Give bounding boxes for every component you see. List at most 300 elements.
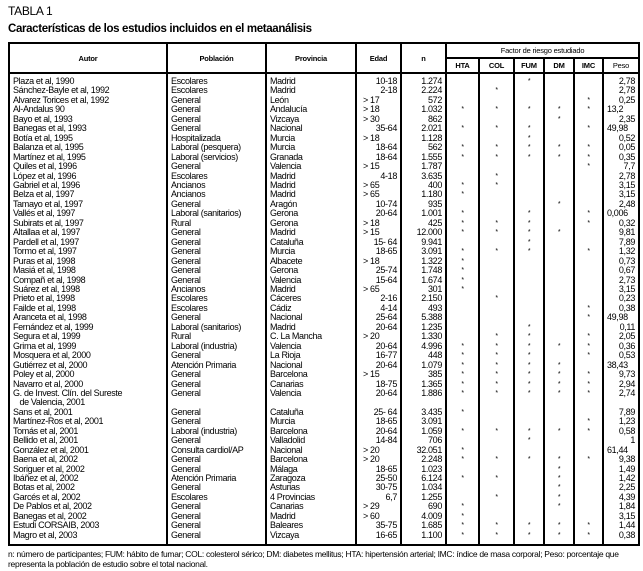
cell-col xyxy=(479,408,514,417)
cell-autor: Tomás et al, 2001 xyxy=(9,427,167,436)
cell-provincia: Nacional xyxy=(266,446,356,455)
cell-hta-marked: * xyxy=(446,342,479,351)
cell-autor: Garcés et al, 2002 xyxy=(9,493,167,502)
cell-n: 3.435 xyxy=(401,408,446,417)
cell-n: 32.051 xyxy=(401,446,446,455)
cell-edad: 20-64 xyxy=(356,427,401,436)
cell-fum-marked: * xyxy=(514,370,544,379)
cell-fum xyxy=(514,266,544,275)
cell-fum-marked: * xyxy=(514,455,544,464)
cell-dm-marked: * xyxy=(544,465,574,474)
cell-poblacion: General xyxy=(167,465,266,474)
cell-autor: De Pablos et al, 2002 xyxy=(9,502,167,511)
cell-col xyxy=(479,313,514,322)
cell-fum-marked: * xyxy=(514,153,544,162)
cell-imc-marked: * xyxy=(574,521,603,530)
cell-n: 385 xyxy=(401,370,446,379)
cell-n: 12.000 xyxy=(401,228,446,237)
cell-n: 862 xyxy=(401,115,446,124)
cell-peso: 0,58 xyxy=(603,427,639,436)
cell-dm xyxy=(544,134,574,143)
cell-provincia: Madrid xyxy=(266,181,356,190)
table-row xyxy=(9,427,639,436)
cell-autor: Mosquera et al, 2000 xyxy=(9,351,167,360)
cell-fum-marked: * xyxy=(514,380,544,389)
cell-imc-marked: * xyxy=(574,427,603,436)
cell-col-marked: * xyxy=(479,153,514,162)
cell-col-marked: * xyxy=(479,332,514,341)
cell-hta-marked: * xyxy=(446,257,479,266)
cell-imc-marked: * xyxy=(574,219,603,228)
cell-dm-marked: * xyxy=(544,342,574,351)
cell-imc xyxy=(574,266,603,275)
cell-poblacion: General xyxy=(167,96,266,105)
cell-n: 1.034 xyxy=(401,483,446,492)
cell-col xyxy=(479,417,514,426)
cell-imc xyxy=(574,474,603,483)
cell-provincia: Granada xyxy=(266,153,356,162)
cell-hta-marked: * xyxy=(446,531,479,545)
cell-fum xyxy=(514,465,544,474)
cell-dm-marked: * xyxy=(544,200,574,209)
cell-col xyxy=(479,276,514,285)
cell-dm xyxy=(544,417,574,426)
cell-autor: López et al, 1996 xyxy=(9,172,167,181)
cell-provincia: Madrid xyxy=(266,512,356,521)
cell-edad: 25- 64 xyxy=(356,408,401,417)
cell-dm xyxy=(544,172,574,181)
cell-autor: Belza et al, 1997 xyxy=(9,190,167,199)
cell-imc xyxy=(574,408,603,417)
cell-dm-marked: * xyxy=(544,115,574,124)
cell-fum xyxy=(514,502,544,511)
cell-provincia: Gerona xyxy=(266,219,356,228)
cell-poblacion: General xyxy=(167,408,266,417)
cell-n: 1.322 xyxy=(401,257,446,266)
cell-provincia: Gerona xyxy=(266,266,356,275)
cell-hta xyxy=(446,162,479,171)
cell-dm xyxy=(544,285,574,294)
cell-col xyxy=(479,323,514,332)
cell-edad: 20-64 xyxy=(356,342,401,351)
cell-imc xyxy=(574,446,603,455)
cell-col xyxy=(479,465,514,474)
cell-poblacion: Hospitalizada xyxy=(167,134,266,143)
cell-provincia: Valencia xyxy=(266,276,356,285)
cell-peso: 3,15 xyxy=(603,190,639,199)
cell-col xyxy=(479,436,514,445)
cell-peso: 3,15 xyxy=(603,181,639,190)
cell-n: 2.224 xyxy=(401,86,446,95)
cell-poblacion: Laboral (industria) xyxy=(167,427,266,436)
table-row xyxy=(9,73,639,86)
cell-n: 425 xyxy=(401,219,446,228)
cell-dm-marked: * xyxy=(544,153,574,162)
table-row xyxy=(9,105,639,114)
table-row xyxy=(9,190,639,199)
cell-hta xyxy=(446,465,479,474)
cell-col-marked: * xyxy=(479,105,514,114)
cell-peso: 0,38 xyxy=(603,304,639,313)
cell-edad: > 15 xyxy=(356,162,401,171)
cell-dm xyxy=(544,257,574,266)
cell-poblacion: Laboral (pesquera) xyxy=(167,143,266,152)
cell-edad: 18-64 xyxy=(356,143,401,152)
cell-edad: 25-74 xyxy=(356,266,401,275)
cell-fum xyxy=(514,474,544,483)
cell-imc-marked: * xyxy=(574,455,603,464)
cell-n: 2.021 xyxy=(401,124,446,133)
cell-peso: 0,38 xyxy=(603,531,639,545)
cell-dm xyxy=(544,247,574,256)
table-row xyxy=(9,502,639,511)
cell-dm-marked: * xyxy=(544,521,574,530)
table-row xyxy=(9,370,639,379)
cell-provincia: Madrid xyxy=(266,228,356,237)
header-col: COL xyxy=(479,58,514,73)
cell-dm xyxy=(544,313,574,322)
cell-n: 1.886 xyxy=(401,389,446,408)
cell-poblacion: Escolares xyxy=(167,172,266,181)
cell-fum-marked: * xyxy=(514,521,544,530)
cell-dm-marked: * xyxy=(544,483,574,492)
cell-dm xyxy=(544,446,574,455)
cell-imc-marked: * xyxy=(574,124,603,133)
cell-provincia: Andalucía xyxy=(266,105,356,114)
cell-edad: 16-65 xyxy=(356,531,401,545)
cell-provincia: 4 Provincias xyxy=(266,493,356,502)
cell-dm-marked: * xyxy=(544,370,574,379)
cell-poblacion: General xyxy=(167,483,266,492)
cell-edad: 35-75 xyxy=(356,521,401,530)
cell-fum-marked: * xyxy=(514,351,544,360)
cell-poblacion: Escolares xyxy=(167,294,266,303)
cell-fum xyxy=(514,483,544,492)
cell-fum-marked: * xyxy=(514,105,544,114)
cell-autor: Suárez et al, 1998 xyxy=(9,285,167,294)
header-poblacion: Población xyxy=(167,43,266,73)
table-row xyxy=(9,276,639,285)
cell-n: 1.100 xyxy=(401,531,446,545)
cell-edad: 25-64 xyxy=(356,313,401,322)
cell-hta-marked: * xyxy=(446,181,479,190)
cell-n: 2.150 xyxy=(401,294,446,303)
cell-provincia: Vizcaya xyxy=(266,115,356,124)
cell-imc xyxy=(574,512,603,521)
cell-peso: 1,23 xyxy=(603,417,639,426)
table-row xyxy=(9,474,639,483)
cell-edad: 35-64 xyxy=(356,124,401,133)
cell-hta xyxy=(446,238,479,247)
cell-imc xyxy=(574,228,603,237)
cell-n: 1.059 xyxy=(401,427,446,436)
cell-hta-marked: * xyxy=(446,512,479,521)
cell-imc xyxy=(574,115,603,124)
cell-dm-marked: * xyxy=(544,228,574,237)
cell-dm xyxy=(544,408,574,417)
cell-col xyxy=(479,257,514,266)
cell-poblacion: General xyxy=(167,389,266,408)
cell-provincia: Vizcaya xyxy=(266,531,356,545)
cell-imc xyxy=(574,73,603,86)
cell-peso: 4,39 xyxy=(603,493,639,502)
cell-peso: 1 xyxy=(603,436,639,445)
cell-hta-marked: * xyxy=(446,474,479,483)
cell-fum-marked: * xyxy=(514,361,544,370)
cell-imc xyxy=(574,502,603,511)
cell-dm-marked: * xyxy=(544,361,574,370)
cell-poblacion: General xyxy=(167,436,266,445)
header-provincia: Provincia xyxy=(266,43,356,73)
cell-provincia: León xyxy=(266,96,356,105)
cell-provincia: Cataluña xyxy=(266,238,356,247)
cell-autor: Martínez-Ros et al, 2001 xyxy=(9,417,167,426)
cell-imc-marked: * xyxy=(574,162,603,171)
cell-autor: Bellido et al, 2001 xyxy=(9,436,167,445)
cell-provincia: Murcia xyxy=(266,143,356,152)
cell-provincia: Nacional xyxy=(266,361,356,370)
cell-edad: 25-50 xyxy=(356,474,401,483)
cell-provincia: Cádiz xyxy=(266,304,356,313)
cell-autor: Compañ et al, 1998 xyxy=(9,276,167,285)
cell-fum xyxy=(514,512,544,521)
cell-hta-marked: * xyxy=(446,502,479,511)
cell-imc-marked: * xyxy=(574,105,603,114)
cell-col xyxy=(479,73,514,86)
cell-poblacion: General xyxy=(167,455,266,464)
cell-fum-marked: * xyxy=(514,531,544,545)
cell-hta xyxy=(446,115,479,124)
cell-edad: > 29 xyxy=(356,502,401,511)
cell-provincia: Albacete xyxy=(266,257,356,266)
cell-col xyxy=(479,209,514,218)
cell-peso: 9,73 xyxy=(603,370,639,379)
table-row xyxy=(9,380,639,389)
cell-poblacion: Laboral (industria) xyxy=(167,342,266,351)
cell-peso: 2,25 xyxy=(603,483,639,492)
cell-dm xyxy=(544,86,574,95)
cell-col-marked: * xyxy=(479,370,514,379)
cell-edad: > 60 xyxy=(356,512,401,521)
cell-edad: 18-65 xyxy=(356,247,401,256)
cell-imc-marked: * xyxy=(574,96,603,105)
table-row xyxy=(9,417,639,426)
cell-autor: Banegas et al, 1993 xyxy=(9,124,167,133)
cell-edad: > 18 xyxy=(356,105,401,114)
cell-col-marked: * xyxy=(479,521,514,530)
cell-poblacion: General xyxy=(167,380,266,389)
cell-dm xyxy=(544,162,574,171)
table-row xyxy=(9,389,639,408)
cell-col xyxy=(479,512,514,521)
cell-imc-marked: * xyxy=(574,417,603,426)
cell-edad: 20-64 xyxy=(356,361,401,370)
cell-dm xyxy=(544,209,574,218)
cell-fum xyxy=(514,172,544,181)
cell-n: 1.330 xyxy=(401,332,446,341)
cell-n: 400 xyxy=(401,181,446,190)
cell-peso: 0,23 xyxy=(603,294,639,303)
cell-imc-marked: * xyxy=(574,304,603,313)
cell-peso: 2,05 xyxy=(603,332,639,341)
cell-col-marked: * xyxy=(479,531,514,545)
cell-dm-marked: * xyxy=(544,502,574,511)
cell-autor: Plaza et al, 1990 xyxy=(9,73,167,86)
cell-n: 9.941 xyxy=(401,238,446,247)
cell-imc xyxy=(574,86,603,95)
cell-hta-marked: * xyxy=(446,446,479,455)
cell-hta-marked: * xyxy=(446,351,479,360)
cell-provincia: Barcelona xyxy=(266,427,356,436)
cell-poblacion: General xyxy=(167,521,266,530)
cell-poblacion: General xyxy=(167,247,266,256)
table-row xyxy=(9,266,639,275)
cell-imc xyxy=(574,200,603,209)
cell-poblacion: Ancianos xyxy=(167,285,266,294)
table-row xyxy=(9,446,639,455)
cell-peso: 2,74 xyxy=(603,389,639,408)
cell-autor: Navarro et al, 2000 xyxy=(9,380,167,389)
cell-poblacion: Ancianos xyxy=(167,181,266,190)
cell-fum xyxy=(514,446,544,455)
cell-autor: Pardell et al, 1997 xyxy=(9,238,167,247)
cell-autor: G. de Invest. Clín. del Sureste de Valencia, 2001 xyxy=(9,389,167,408)
cell-hta-marked: * xyxy=(446,124,479,133)
cell-n: 572 xyxy=(401,96,446,105)
cell-edad: > 20 xyxy=(356,455,401,464)
cell-edad: 10-74 xyxy=(356,200,401,209)
cell-provincia: Madrid xyxy=(266,323,356,332)
cell-edad: > 18 xyxy=(356,134,401,143)
cell-imc-marked: * xyxy=(574,380,603,389)
cell-peso: 3,15 xyxy=(603,512,639,521)
cell-n: 1.001 xyxy=(401,209,446,218)
cell-imc xyxy=(574,238,603,247)
cell-hta-marked: * xyxy=(446,370,479,379)
table-row xyxy=(9,96,639,105)
cell-dm xyxy=(544,73,574,86)
cell-peso: 2,35 xyxy=(603,115,639,124)
table-row xyxy=(9,181,639,190)
cell-imc xyxy=(574,493,603,502)
cell-fum xyxy=(514,181,544,190)
cell-n: 1.032 xyxy=(401,105,446,114)
cell-autor: Failde et al, 1998 xyxy=(9,304,167,313)
table-row xyxy=(9,124,639,133)
cell-col xyxy=(479,266,514,275)
cell-hta xyxy=(446,483,479,492)
cell-fum xyxy=(514,190,544,199)
cell-imc xyxy=(574,257,603,266)
cell-fum-marked: * xyxy=(514,209,544,218)
cell-col-marked: * xyxy=(479,380,514,389)
cell-poblacion: General xyxy=(167,531,266,545)
cell-provincia: Cataluña xyxy=(266,408,356,417)
cell-peso: 49,98 xyxy=(603,124,639,133)
cell-hta xyxy=(446,323,479,332)
cell-peso: 0,53 xyxy=(603,351,639,360)
table-row xyxy=(9,521,639,530)
cell-hta xyxy=(446,436,479,445)
cell-edad: 30-75 xyxy=(356,483,401,492)
cell-poblacion: Ancianos xyxy=(167,190,266,199)
cell-provincia: Valencia xyxy=(266,389,356,408)
cell-peso: 3,15 xyxy=(603,285,639,294)
cell-dm xyxy=(544,219,574,228)
cell-provincia: Aragón xyxy=(266,200,356,209)
cell-peso: 2,73 xyxy=(603,276,639,285)
cell-peso: 2,78 xyxy=(603,86,639,95)
cell-n: 1.079 xyxy=(401,361,446,370)
cell-poblacion: General xyxy=(167,238,266,247)
cell-edad: 4-18 xyxy=(356,172,401,181)
cell-peso: 0,36 xyxy=(603,342,639,351)
cell-peso: 1,49 xyxy=(603,465,639,474)
cell-edad: > 30 xyxy=(356,115,401,124)
cell-hta xyxy=(446,86,479,95)
cell-autor: Grima et al, 1999 xyxy=(9,342,167,351)
cell-peso: 9,81 xyxy=(603,228,639,237)
cell-edad: > 20 xyxy=(356,446,401,455)
cell-n: 1.787 xyxy=(401,162,446,171)
cell-n: 1.235 xyxy=(401,323,446,332)
cell-autor: Al-Andalus 90 xyxy=(9,105,167,114)
cell-peso: 0,52 xyxy=(603,134,639,143)
cell-col xyxy=(479,502,514,511)
header-hta: HTA xyxy=(446,58,479,73)
table-row xyxy=(9,86,639,95)
cell-edad: > 18 xyxy=(356,257,401,266)
cell-provincia: Valencia xyxy=(266,162,356,171)
cell-provincia: La Rioja xyxy=(266,351,356,360)
cell-imc xyxy=(574,190,603,199)
table-row xyxy=(9,304,639,313)
cell-provincia: Nacional xyxy=(266,313,356,322)
cell-peso: 7,7 xyxy=(603,162,639,171)
cell-autor: Vallés et al, 1997 xyxy=(9,209,167,218)
cell-autor: Baena et al, 2002 xyxy=(9,455,167,464)
table-row xyxy=(9,313,639,322)
cell-col xyxy=(479,200,514,209)
cell-fum xyxy=(514,294,544,303)
cell-n: 690 xyxy=(401,502,446,511)
cell-edad: 18-65 xyxy=(356,465,401,474)
cell-edad: > 20 xyxy=(356,332,401,341)
cell-fum-marked: * xyxy=(514,143,544,152)
cell-fum xyxy=(514,96,544,105)
cell-fum-marked: * xyxy=(514,427,544,436)
cell-provincia: Valencia xyxy=(266,342,356,351)
cell-autor: Quiles et al, 1996 xyxy=(9,162,167,171)
cell-hta-marked: * xyxy=(446,361,479,370)
cell-peso: 2,94 xyxy=(603,380,639,389)
cell-fum xyxy=(514,493,544,502)
cell-autor: Soriguer et al, 2002 xyxy=(9,465,167,474)
cell-dm xyxy=(544,181,574,190)
cell-hta-marked: * xyxy=(446,143,479,152)
cell-edad: 15- 64 xyxy=(356,238,401,247)
cell-autor: Fernández et al, 1999 xyxy=(9,323,167,332)
table-row xyxy=(9,332,639,341)
table-row xyxy=(9,465,639,474)
cell-edad: 16-77 xyxy=(356,351,401,360)
cell-autor: Ibáñez et al, 2002 xyxy=(9,474,167,483)
table-row xyxy=(9,351,639,360)
cell-peso: 38,43 xyxy=(603,361,639,370)
cell-n: 3.635 xyxy=(401,172,446,181)
cell-dm xyxy=(544,276,574,285)
cell-hta-marked: * xyxy=(446,105,479,114)
